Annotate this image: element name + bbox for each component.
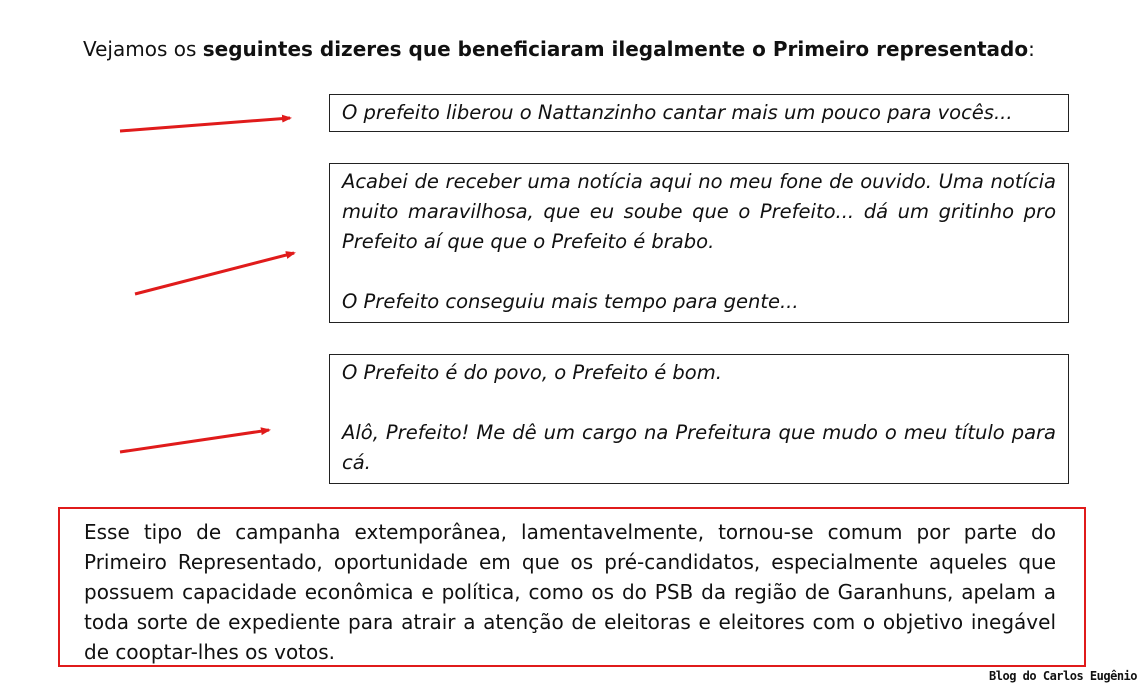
quote-box-2 [329, 163, 1069, 323]
quote-2-paragraph-2: O Prefeito conseguiu mais tempo para gente... [342, 290, 799, 313]
arrow-2-icon [135, 253, 294, 294]
quote-1-paragraph-1: O prefeito liberou o Nattanzinho cantar mais um pouco para vocês... [342, 101, 1013, 124]
arrow-3-icon [120, 430, 269, 452]
intro-prefix: Vejamos os [83, 37, 203, 61]
quote-3-paragraph-2: Alô, Prefeito! Me dê um cargo na Prefeitura que mudo o meu título para cá. [342, 421, 1056, 474]
quote-box-3 [329, 354, 1069, 484]
summary-text: Esse tipo de campanha extemporânea, lamentavelmente, tornou-se comum por parte do Primeiro Representado, oportunidade em que os pré-candidatos, especialmente aqueles que possuem capacidade econômica e política, como os do PSB da região de Garanhuns, apelam a toda sorte de expediente para atrair a atenção de eleitoras e eleitores com o objetivo inegável de cooptar-lhes os votos. [84, 520, 1056, 664]
quote-3-paragraph-1: O Prefeito é do povo, o Prefeito é bom. [342, 361, 722, 384]
arrow-1-icon [120, 118, 290, 131]
watermark: Blog do Carlos Eugênio [989, 669, 1137, 683]
quote-2-paragraph-1: Acabei de receber uma notícia aqui no meu fone de ouvido. Uma notícia muito maravilhosa, que eu soube que o Prefeito... dá um gritinho pro Prefeito aí que que o Prefeito é brabo. [342, 170, 1056, 253]
summary-box [58, 507, 1086, 667]
intro-sentence [83, 35, 1035, 63]
intro-bold-text: seguintes dizeres que beneficiaram ilegalmente o Primeiro representado [202, 37, 1029, 61]
quote-box-1 [329, 94, 1069, 132]
intro-suffix: : [1028, 37, 1035, 61]
